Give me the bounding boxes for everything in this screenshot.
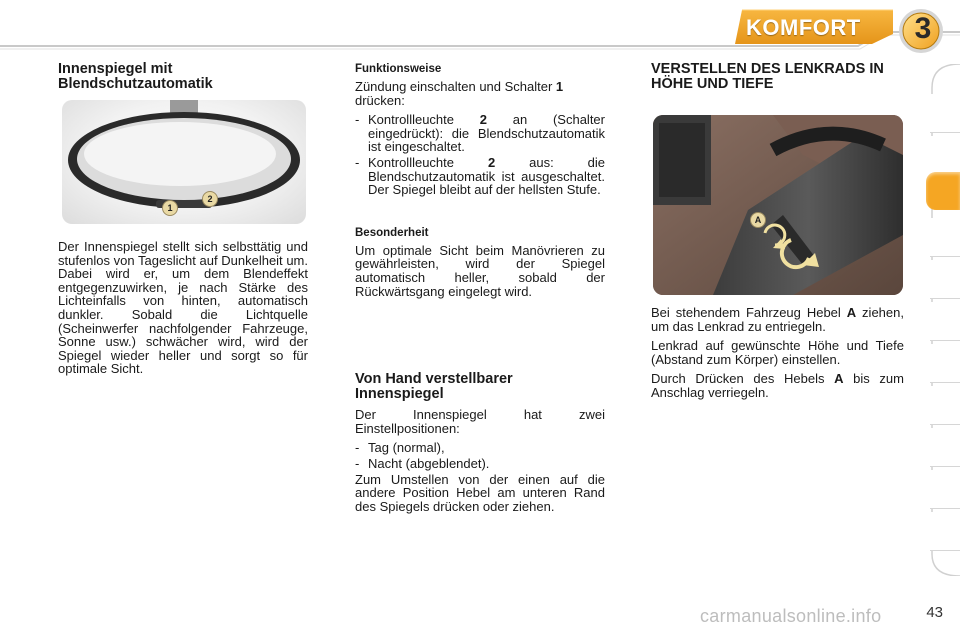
section-heading-auto-mirror: Innenspiegel mit Blendschutzautomatik — [58, 61, 213, 92]
chapter-tabs — [926, 64, 960, 576]
column-steering — [651, 62, 904, 98]
bullet-text — [368, 156, 605, 197]
mirror-illustration — [62, 100, 306, 224]
chapter-tab-1[interactable] — [930, 94, 960, 133]
text-run: drücken: — [355, 92, 405, 108]
text-run: Durch Drücken des Hebels — [651, 371, 835, 387]
chapter-tab-5[interactable] — [930, 260, 960, 299]
lever-ref-A: A — [834, 371, 844, 387]
bullet-dash: - — [355, 455, 360, 471]
page-number: 43 — [926, 604, 943, 621]
paragraph-adjust: Lenkrad auf gewünschte Höhe und Tiefe (Abstand zum Körper) einstellen. — [651, 338, 904, 367]
chapter-tab-10[interactable] — [930, 470, 960, 509]
lever-ref-A: A — [846, 305, 857, 320]
column-mirror-auto-body — [58, 240, 308, 382]
heading-besonderheit: Besonderheit — [355, 226, 429, 239]
chapter-tab-11[interactable] — [930, 512, 960, 551]
chapter-header — [0, 0, 960, 55]
bullet-dash: - — [355, 112, 360, 128]
bullet-dash: - — [355, 440, 360, 456]
column-functions — [355, 62, 605, 519]
led-ref-2: 2 — [479, 112, 487, 128]
paragraph-manual-intro: Der Innenspiegel hat zwei Einstellpositionen: — [355, 407, 605, 436]
bullet-text: Tag (normal), — [368, 440, 445, 456]
chapter-number: 3 — [914, 12, 932, 45]
chapter-tab-active[interactable] — [926, 172, 960, 210]
chapter-tab-7[interactable] — [930, 344, 960, 383]
watermark: carmanualsonline.info — [700, 606, 882, 626]
text-run: Bei stehendem Fahrzeug Hebel — [651, 305, 847, 320]
bullet-dash: - — [355, 154, 360, 170]
steering-illustration — [653, 115, 903, 295]
chapter-title: KOMFORT — [746, 15, 861, 40]
bullet-text: Nacht (abgeblendet). — [368, 455, 490, 471]
list-item-led-on — [355, 113, 605, 154]
list-item-day — [355, 441, 605, 455]
switch-ref-1: 1 — [555, 79, 564, 94]
led-ref-2: 2 — [487, 154, 496, 170]
text-run: ziehen, um das Lenkrad zu entriegeln. — [651, 305, 904, 334]
bullet-text — [368, 113, 605, 154]
figure-steering-lever — [653, 115, 903, 295]
text-run: aus: die Blendschutzautomatik ist ausgeschaltet. Der Spiegel bleibt auf der hellsten Stufe. — [368, 154, 605, 198]
column-steering-body — [651, 306, 904, 406]
list-item-night — [355, 457, 605, 471]
chapter-tab-9[interactable] — [930, 428, 960, 467]
column-mirror-auto — [58, 62, 308, 98]
text-run: Kontrollleuchte — [368, 154, 488, 170]
section-heading-manual-mirror: Von Hand verstellbarer Innenspiegel — [355, 371, 513, 403]
paragraph-unlock — [651, 306, 904, 333]
chapter-tab-4[interactable] — [930, 218, 960, 257]
text-run: Zündung einschalten und Schalter — [355, 79, 556, 94]
paragraph-lock — [651, 372, 904, 399]
text-run: Kontrollleuchte — [368, 112, 480, 128]
list-item-led-off — [355, 156, 605, 197]
heading-funktionsweise: Funktionsweise — [355, 63, 442, 75]
section-heading-steering: VERSTELLEN DES LENKRADS IN HÖHE UND TIEFE — [651, 61, 884, 92]
chapter-tab-6[interactable] — [930, 302, 960, 341]
text-run: an (Schalter eingedrückt): die Blendschutzautomatik ist eingeschaltet. — [368, 112, 605, 155]
callout-1: 1 — [162, 200, 178, 216]
chapter-tab-2[interactable] — [930, 136, 960, 175]
callout-A: A — [750, 212, 766, 228]
chapter-tab-8[interactable] — [930, 386, 960, 425]
paragraph-funktion-intro — [355, 80, 605, 107]
paragraph-besonderheit: Um optimale Sicht beim Manövrieren zu gewährleisten, wird der Spiegel automatisch heller, sobald der Rückwärtsgang eingelegt wird. — [355, 242, 605, 299]
paragraph-manual-body: Zum Umstellen von der einen auf die andere Position Hebel am unteren Rand des Spiegels drücken oder ziehen. — [355, 471, 605, 514]
figure-rearview-mirror — [62, 100, 306, 224]
text-run: bis zum Anschlag verriegeln. — [651, 371, 904, 400]
callout-2: 2 — [202, 191, 218, 207]
paragraph-auto-mirror: Der Innenspiegel stellt sich selbsttätig und stufenlos von Tageslicht auf Dunkelheit um. Dabei wird er, um dem Blendeffekt entgegenzuwirken, je nach Stärke des Lichteinfalls von hinten, automatisch dunkler. Sobald die Lichtquelle (Scheinwerfer nachfolgender Fahrzeuge, Sonne usw.) schwächer wird, wird der Spiegel wieder heller und sorgt so für optimale Sicht. — [58, 239, 308, 377]
